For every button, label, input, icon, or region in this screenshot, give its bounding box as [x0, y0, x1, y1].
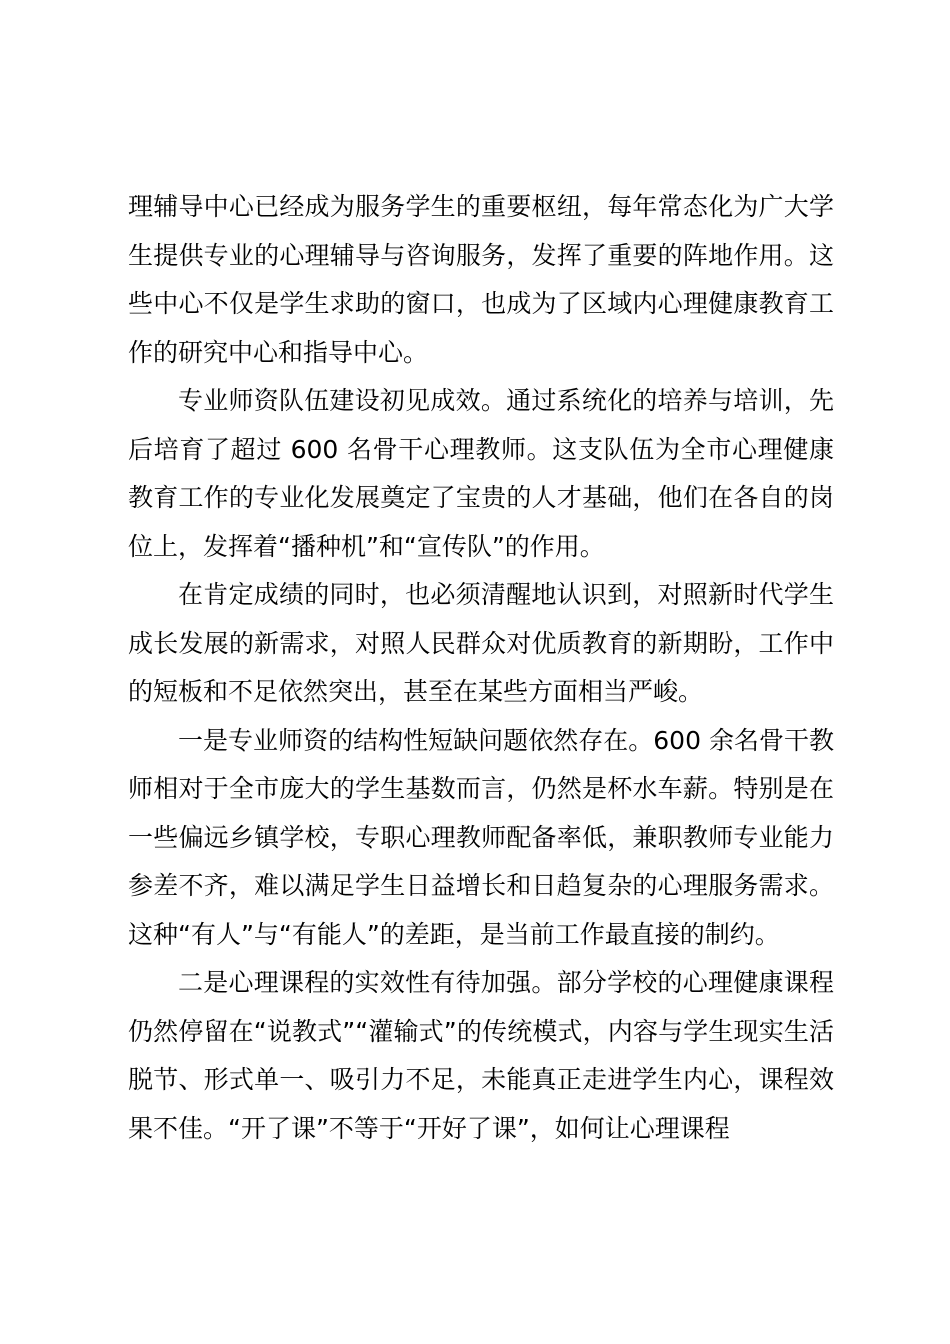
- document-body: [128, 183, 834, 1153]
- paragraph-teacher-team: 专业师资队伍建设初见成效。通过系统化的培养与培训，先后培育了超过 600 名骨干心理教师。这支队伍为全市心理健康教育工作的专业化发展奠定了宝贵的人才基础，他们在各自的岗位上，发挥着“播种机”和“宣传队”的作用。: [128, 386, 834, 561]
- paragraph-continued: 理辅导中心已经成为服务学生的重要枢纽，每年常态化为广大学生提供专业的心理辅导与咨询服务，发挥了重要的阵地作用。这些中心不仅是学生求助的窗口，也成为了区域内心理健康教育工作的研究中心和指导中心。: [128, 192, 834, 367]
- paragraph-shortcomings: 在肯定成绩的同时，也必须清醒地认识到，对照新时代学生成长发展的新需求，对照人民群众对优质教育的新期盼，工作中的短板和不足依然突出，甚至在某些方面相当严峻。: [128, 580, 834, 706]
- paragraph-issue-one: 一是专业师资的结构性短缺问题依然存在。600 余名骨干教师相对于全市庞大的学生基数而言，仍然是杯水车薪。特别是在一些偏远乡镇学校，专职心理教师配备率低，兼职教师专业能力参差不齐，难以满足学生日益增长和日趋复杂的心理服务需求。这种“有人”与“有能人”的差距，是当前工作最直接的制约。: [128, 725, 834, 949]
- paragraph-issue-two: 二是心理课程的实效性有待加强。部分学校的心理健康课程仍然停留在“说教式”“灌输式”的传统模式，内容与学生现实生活脱节、形式单一、吸引力不足，未能真正走进学生内心，课程效果不佳。“开了课”不等于“开好了课”，如何让心理课程: [128, 968, 834, 1143]
